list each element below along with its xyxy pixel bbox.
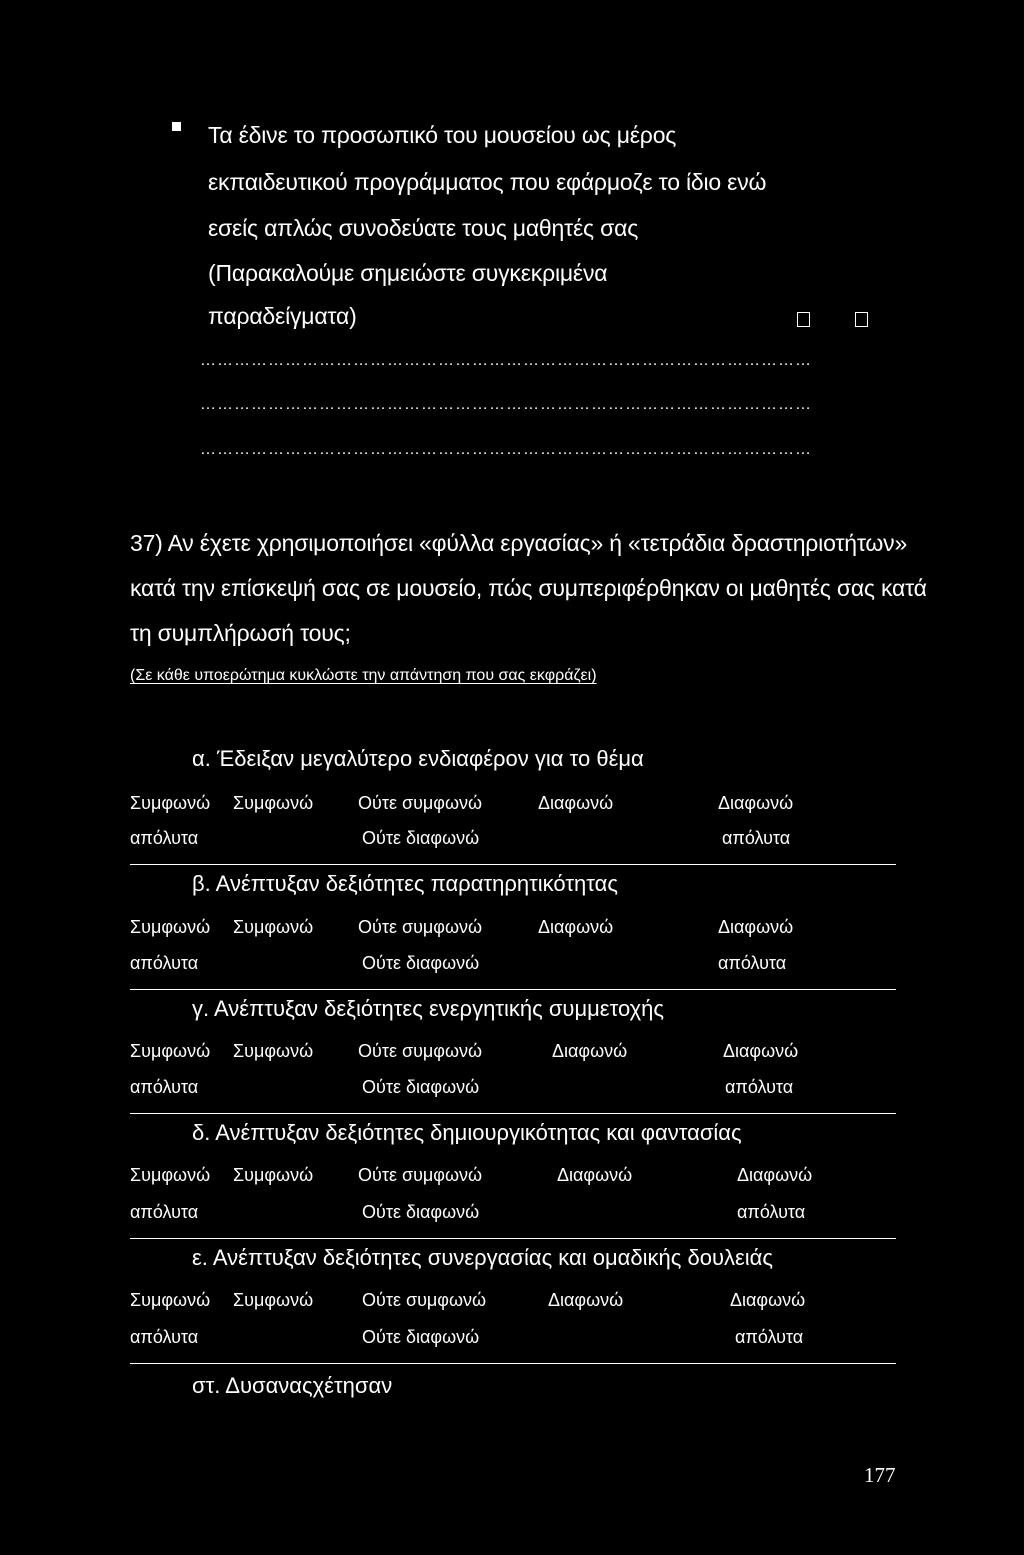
option-neutral-sub: Ούτε διαφωνώ xyxy=(362,828,480,848)
option-disagree[interactable]: Διαφωνώ xyxy=(538,917,614,937)
answer-line-2[interactable]: ……………………………………………………………………………………………… xyxy=(200,396,812,413)
item-e-title: ε. Ανέπτυξαν δεξιότητες συνεργασίας και ομαδικής δουλειάς xyxy=(192,1245,773,1270)
option-strongly-disagree[interactable]: Διαφωνώ xyxy=(737,1165,813,1185)
option-strongly-agree-sub: απόλυτα xyxy=(130,1202,199,1222)
option-agree[interactable]: Συμφωνώ xyxy=(233,1041,314,1061)
instruction-text: (Σε κάθε υποερώτημα κυκλώστε την απάντηση που σας εκφράζει) xyxy=(130,667,597,684)
option-agree[interactable]: Συμφωνώ xyxy=(233,1165,314,1185)
option-agree[interactable]: Συμφωνώ xyxy=(233,917,314,937)
answer-line-1[interactable]: ……………………………………………………………………………………………… xyxy=(200,352,812,369)
option-strongly-agree-sub: απόλυτα xyxy=(130,828,199,848)
option-strongly-agree-sub: απόλυτα xyxy=(130,1327,199,1347)
option-neutral-sub: Ούτε διαφωνώ xyxy=(362,953,480,973)
divider xyxy=(130,864,896,865)
question-37-line-3: τη συμπλήρωσή τους; xyxy=(130,620,351,646)
option-neutral-sub: Ούτε διαφωνώ xyxy=(362,1202,480,1222)
divider xyxy=(130,1238,896,1239)
checkbox-icon[interactable] xyxy=(855,312,868,327)
answer-line-3[interactable]: ……………………………………………………………………………………………… xyxy=(200,441,812,458)
option-strongly-disagree-sub: απόλυτα xyxy=(735,1327,804,1347)
divider xyxy=(130,989,896,990)
option-agree[interactable]: Συμφωνώ xyxy=(233,1290,314,1310)
option-agree[interactable]: Συμφωνώ xyxy=(233,793,314,813)
question-37-line-2: κατά την επίσκεψή σας σε μουσείο, πώς συμπεριφέρθηκαν οι μαθητές σας κατά xyxy=(130,575,927,601)
option-disagree[interactable]: Διαφωνώ xyxy=(552,1041,628,1061)
bullet-icon xyxy=(172,122,181,131)
option-disagree[interactable]: Διαφωνώ xyxy=(557,1165,633,1185)
item-f-title: στ. Δυσαναςχέτησαν xyxy=(192,1373,393,1398)
option-strongly-disagree[interactable]: Διαφωνώ xyxy=(723,1041,799,1061)
option-strongly-disagree[interactable]: Διαφωνώ xyxy=(730,1290,806,1310)
option-neutral[interactable]: Ούτε συμφωνώ xyxy=(358,1165,483,1185)
option-strongly-agree[interactable]: Συμφωνώ xyxy=(130,1041,211,1061)
page-number: 177 xyxy=(864,1463,896,1487)
option-strongly-disagree-sub: απόλυτα xyxy=(722,828,791,848)
prev-question-line-5: παραδείγματα) xyxy=(208,303,357,329)
prev-question-line-2: εκπαιδευτικού προγράμματος που εφάρμοζε το ίδιο ενώ xyxy=(208,169,767,195)
option-neutral[interactable]: Ούτε συμφωνώ xyxy=(358,1041,483,1061)
option-neutral[interactable]: Ούτε συμφωνώ xyxy=(358,917,483,937)
option-strongly-disagree[interactable]: Διαφωνώ xyxy=(718,793,794,813)
prev-question-line-3: εσείς απλώς συνοδεύατε τους μαθητές σας xyxy=(208,215,639,241)
option-neutral[interactable]: Ούτε συμφωνώ xyxy=(358,793,483,813)
option-strongly-disagree-sub: απόλυτα xyxy=(737,1202,806,1222)
item-c-title: γ. Ανέπτυξαν δεξιότητες ενεργητικής συμμετοχής xyxy=(192,996,665,1021)
option-strongly-agree[interactable]: Συμφωνώ xyxy=(130,917,211,937)
checkbox-icon[interactable] xyxy=(797,312,810,327)
prev-question-line-4: (Παρακαλούμε σημειώστε συγκεκριμένα xyxy=(208,260,608,286)
option-strongly-agree-sub: απόλυτα xyxy=(130,1077,199,1097)
option-strongly-agree[interactable]: Συμφωνώ xyxy=(130,1290,211,1310)
option-neutral-sub: Ούτε διαφωνώ xyxy=(362,1327,480,1347)
item-a-title: α. Έδειξαν μεγαλύτερο ενδιαφέρον για το θέμα xyxy=(192,746,644,771)
divider xyxy=(130,1113,896,1114)
divider xyxy=(130,1363,896,1364)
option-disagree[interactable]: Διαφωνώ xyxy=(538,793,614,813)
option-strongly-disagree-sub: απόλυτα xyxy=(725,1077,794,1097)
option-strongly-disagree-sub: απόλυτα xyxy=(718,953,787,973)
option-strongly-agree[interactable]: Συμφωνώ xyxy=(130,793,211,813)
option-neutral-sub: Ούτε διαφωνώ xyxy=(362,1077,480,1097)
option-strongly-agree-sub: απόλυτα xyxy=(130,953,199,973)
option-strongly-agree[interactable]: Συμφωνώ xyxy=(130,1165,211,1185)
prev-question-line-1: Τα έδινε το προσωπικό του μουσείου ως μέρος xyxy=(208,122,677,148)
option-disagree[interactable]: Διαφωνώ xyxy=(548,1290,624,1310)
option-neutral[interactable]: Ούτε συμφωνώ xyxy=(362,1290,487,1310)
item-d-title: δ. Ανέπτυξαν δεξιότητες δημιουργικότητας και φαντασίας xyxy=(192,1120,742,1145)
option-strongly-disagree[interactable]: Διαφωνώ xyxy=(718,917,794,937)
question-37-line-1: 37) Αν έχετε χρησιμοποιήσει «φύλλα εργασίας» ή «τετράδια δραστηριοτήτων» xyxy=(130,530,908,556)
item-b-title: β. Ανέπτυξαν δεξιότητες παρατηρητικότητας xyxy=(192,871,618,896)
